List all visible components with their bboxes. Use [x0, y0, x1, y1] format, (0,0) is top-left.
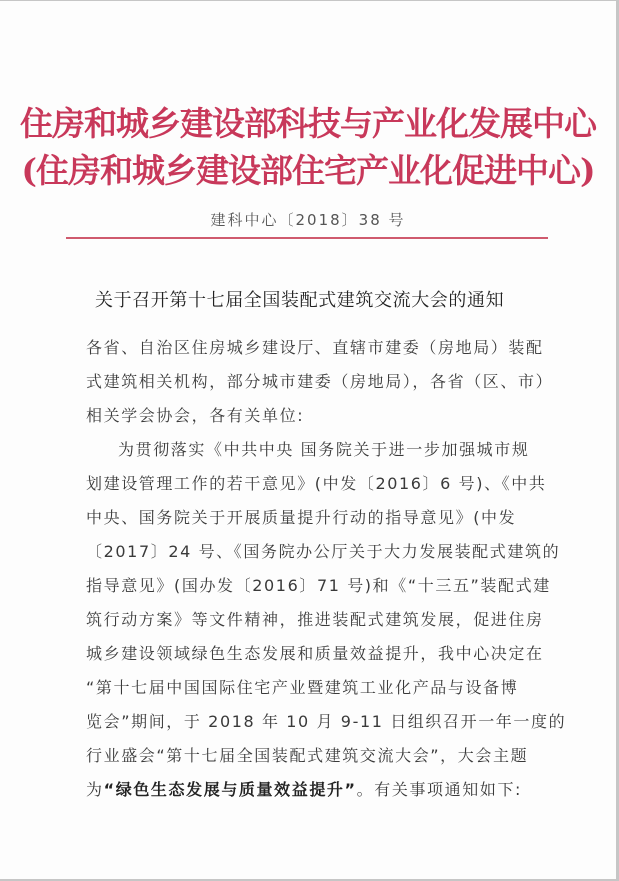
paragraph-line: “第十七届中国国际住宅产业暨建筑工业化产品与设备博: [86, 678, 519, 697]
body-paragraph: [86, 433, 567, 807]
paragraph-line: 指导意见》(国办发〔2016〕71 号)和《“十三五”装配式建: [86, 576, 551, 595]
last-line-suffix: 。有关事项通知如下:: [356, 780, 523, 799]
paragraph-line: 城乡建设领域绿色生态发展和质量效益提升，我中心决定在: [86, 644, 544, 663]
paragraph-line: 览会”期间，于 2018 年 10 月 9-11 日组织召开一年一度的: [86, 712, 567, 731]
document-page: [0, 1, 616, 879]
paragraph-line: 划建设管理工作的若干意见》(中发〔2016〕6 号)、《中共: [86, 474, 547, 493]
paragraph-line: 中央、国务院关于开展质量提升行动的指导意见》(中发: [86, 508, 517, 527]
issuing-organization-title: 住房和城乡建设部科技与产业化发展中心: [20, 104, 596, 143]
salutation-line: 相关学会协会，各有关单位:: [86, 406, 305, 425]
paragraph-line: 筑行动方案》等文件精神，推进装配式建筑发展，促进住房: [86, 610, 544, 629]
salutation-line: 各省、自治区住房城乡建设厅、直辖市建委（房地局）装配: [86, 338, 544, 357]
paragraph-line: 〔2017〕24 号、《国务院办公厅关于大力发展装配式建筑的: [86, 542, 561, 561]
last-line-prefix: 为: [86, 780, 104, 799]
salutation-block: [86, 331, 556, 433]
paragraph-last-line: [86, 773, 556, 807]
paragraph-line: 为贯彻落实《中共中央 国务院关于进一步加强城市规: [118, 440, 530, 459]
salutation-line: 式建筑相关机构，部分城市建委（房地局），各省（区、市）: [86, 372, 554, 391]
notice-subject-title: 关于召开第十七届全国装配式建筑交流大会的通知: [95, 290, 505, 311]
issuing-organization-subtitle: (住房和城乡建设部住宅产业化促进中心): [21, 151, 595, 190]
red-header-divider: [66, 237, 548, 239]
document-number: 建科中心〔2018〕38 号: [210, 211, 406, 229]
conference-theme: “绿色生态发展与质量效益提升”: [103, 780, 357, 799]
paragraph-line: 行业盛会“第十七届全国装配式建筑交流大会”，大会主题: [86, 746, 529, 765]
